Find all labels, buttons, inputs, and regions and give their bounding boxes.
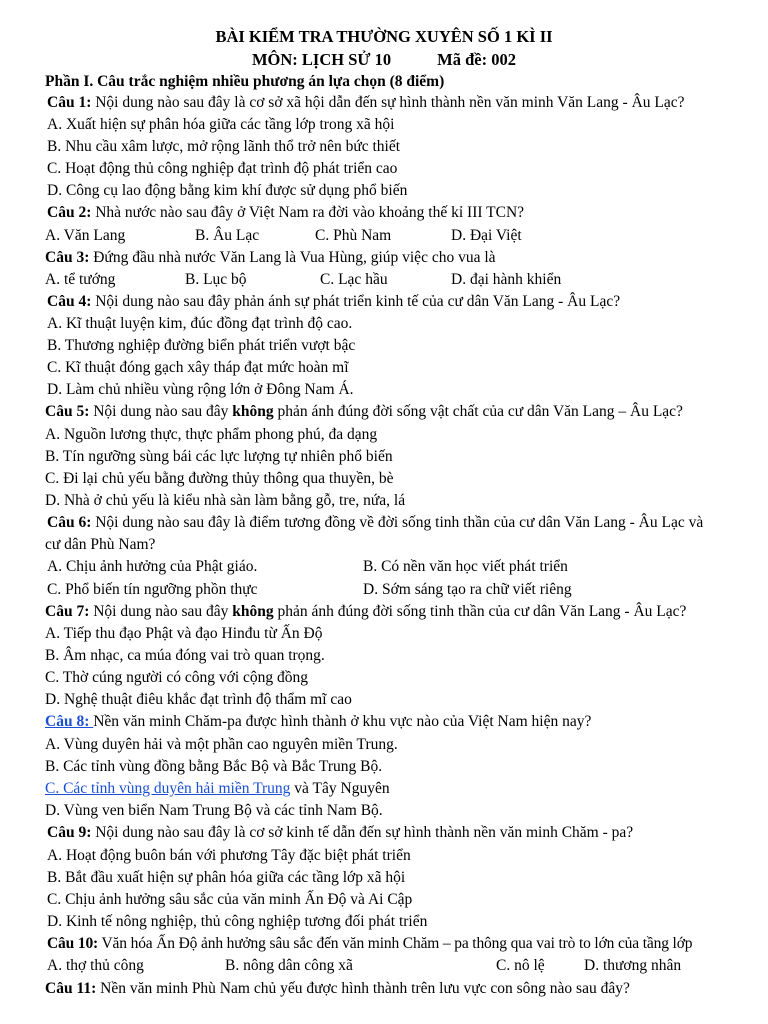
q2-option-b: B. Âu Lạc	[195, 227, 260, 244]
option-link[interactable]: C. Các tỉnh vùng duyên hải miền Trung	[45, 780, 291, 797]
q3-options	[0, 269, 768, 291]
question-text: Nền văn minh Chăm-pa được hình thành ở khu vực nào của Việt Nam hiện nay?	[93, 713, 592, 730]
q1-option-c: C. Hoạt động thủ công nghiệp đạt trình độ phát triển cao	[47, 160, 398, 177]
question-label: Câu 11:	[45, 980, 97, 997]
question-label: Câu 5:	[45, 403, 90, 420]
question-6-continued: cư dân Phù Nam?	[45, 536, 156, 553]
q10-option-c: C. nô lệ	[496, 957, 545, 974]
q8-option-b: B. Các tỉnh vùng đồng bằng Bắc Bộ và Bắc Trung Bộ.	[45, 758, 383, 775]
q8-option-c	[45, 778, 390, 800]
q1-option-b: B. Nhu cầu xâm lược, mở rộng lãnh thổ trở nên bức thiết	[47, 138, 401, 155]
q5-option-c: C. Đi lại chủ yếu bằng đường thủy thông qua thuyền, bè	[45, 470, 394, 487]
question-label: Câu 1:	[47, 94, 92, 111]
question-9	[47, 822, 633, 844]
question-text: Nội dung nào sau đây	[89, 603, 233, 620]
q10-option-b: B. nông dân công xã	[225, 957, 353, 974]
q1-option-a: A. Xuất hiện sự phân hóa giữa các tầng lớp trong xã hội	[47, 116, 395, 133]
q2-options	[0, 225, 768, 247]
question-text: Nội dung nào sau đây phản ánh sự phát triển kinh tế của cư dân Văn Lang - Âu Lạc?	[91, 293, 621, 310]
q4-option-a: A. Kĩ thuật luyện kim, đúc đồng đạt trình độ cao.	[47, 315, 353, 332]
q7-option-a: A. Tiếp thu đạo Phật và đạo Hinđu từ Ấn Độ	[45, 625, 323, 642]
question-label: Câu 7:	[45, 603, 90, 620]
q9-option-b: B. Bắt đầu xuất hiện sự phân hóa giữa các tầng lớp xã hội	[47, 869, 406, 886]
q8-option-d: D. Vùng ven biển Nam Trung Bộ và các tỉnh Nam Bộ.	[45, 802, 383, 819]
question-text: Văn hóa Ấn Độ ảnh hưởng sâu sắc đến văn minh Chăm – pa thông qua vai trò to lớn của tầng lớp	[98, 935, 693, 952]
q10-options	[0, 955, 768, 977]
section-title: Phần I. Câu trắc nghiệm nhiều phương án lựa chọn (8 điểm)	[45, 73, 445, 90]
question-4	[47, 291, 620, 313]
q6-option-c: C. Phổ biến tín ngưỡng phồn thực	[47, 581, 258, 598]
q2-option-c: C. Phù Nam	[315, 227, 392, 244]
q9-option-c: C. Chịu ảnh hưởng sâu sắc của văn minh Ấn Độ và Ai Cập	[47, 891, 413, 908]
q2-option-d: D. Đại Việt	[451, 227, 522, 244]
q5-option-d: D. Nhà ở chủ yếu là kiểu nhà sàn làm bằng gỗ, tre, nứa, lá	[45, 492, 406, 509]
q7-option-b: B. Âm nhạc, ca múa đóng vai trò quan trọng.	[45, 647, 325, 664]
question-label: Câu 10:	[47, 935, 99, 952]
q9-option-d: D. Kinh tế nông nghiệp, thủ công nghiệp tương đối phát triển	[47, 913, 428, 930]
q3-option-a: A. tể tướng	[45, 271, 116, 288]
emphasis-not: không	[232, 403, 274, 420]
exam-title: BÀI KIỂM TRA THƯỜNG XUYÊN SỐ 1 KÌ II	[215, 27, 553, 46]
emphasis-not: không	[232, 603, 274, 620]
q7-option-c: C. Thờ cúng người có công với cộng đồng	[45, 669, 309, 686]
question-10	[47, 933, 692, 955]
q8-option-a: A. Vùng duyên hải và một phần cao nguyên miền Trung.	[45, 736, 398, 753]
option-text: và Tây Nguyên	[290, 780, 390, 797]
question-text: Nội dung nào sau đây	[89, 403, 233, 420]
q4-option-c: C. Kĩ thuật đóng gạch xây tháp đạt mức hoàn mĩ	[47, 359, 349, 376]
subject-label: MÔN: LỊCH SỬ 10	[251, 50, 392, 69]
question-text: Đứng đầu nhà nước Văn Lang là Vua Hùng, giúp việc cho vua là	[89, 249, 496, 266]
q4-option-b: B. Thương nghiệp đường biển phát triển vượt bậc	[47, 337, 356, 354]
q6-options-ab	[0, 556, 768, 578]
question-2	[47, 202, 524, 224]
question-label: Câu 3:	[45, 249, 90, 266]
question-text: Nội dung nào sau đây là điểm tương đồng về đời sống tinh thần của cư dân Văn Lang - Âu Lạc và	[91, 514, 704, 531]
question-1	[47, 92, 685, 114]
question-text: phản ánh đúng đời sống vật chất của cư dân Văn Lang – Âu Lạc?	[273, 403, 683, 420]
question-text: Nhà nước nào sau đây ở Việt Nam ra đời vào khoảng thế kỉ III TCN?	[91, 204, 525, 221]
question-text: Nội dung nào sau đây là cơ sở xã hội dẫn đến sự hình thành nền văn minh Văn Lang - Âu Lạc?	[91, 94, 685, 111]
question-11	[45, 978, 630, 1000]
question-label: Câu 9:	[47, 824, 92, 841]
question-label-link[interactable]: Câu 8:	[45, 713, 94, 730]
q3-option-d: D. đại hành khiển	[451, 271, 562, 288]
q1-option-d: D. Công cụ lao động bằng kim khí được sử dụng phổ biến	[47, 182, 408, 199]
question-label: Câu 4:	[47, 293, 92, 310]
q3-option-b: B. Lục bộ	[185, 271, 247, 288]
q4-option-d: D. Làm chủ nhiều vùng rộng lớn ở Đông Nam Á.	[47, 381, 354, 398]
exam-subtitle	[0, 50, 768, 70]
q9-option-a: A. Hoạt động buôn bán với phương Tây đặc biệt phát triển	[47, 847, 411, 864]
q5-option-a: A. Nguồn lương thực, thực phẩm phong phú, đa dạng	[45, 426, 378, 443]
question-6	[47, 512, 703, 534]
question-5	[45, 401, 683, 423]
question-7	[45, 601, 686, 623]
question-label: Câu 6:	[47, 514, 92, 531]
question-text: Nội dung nào sau đây là cơ sở kinh tế dẫn đến sự hình thành nền văn minh Chăm - pa?	[91, 824, 634, 841]
q2-option-a: A. Văn Lang	[45, 227, 126, 244]
q7-option-d: D. Nghệ thuật điêu khắc đạt trình độ thẩm mĩ cao	[45, 691, 352, 708]
question-label: Câu 2:	[47, 204, 92, 221]
q6-option-a: A. Chịu ảnh hưởng của Phật giáo.	[47, 558, 258, 575]
q10-option-a: A. thợ thủ công	[47, 957, 144, 974]
question-text: Nền văn minh Phù Nam chủ yếu được hình thành trên lưu vực con sông nào sau đây?	[96, 980, 630, 997]
q3-option-c: C. Lạc hầu	[320, 271, 388, 288]
q6-option-b: B. Có nền văn học viết phát triển	[363, 558, 568, 575]
q10-option-d: D. thương nhân	[584, 957, 682, 974]
q5-option-b: B. Tín ngưỡng sùng bái các lực lượng tự nhiên phổ biến	[45, 448, 393, 465]
question-8	[45, 711, 591, 733]
question-text: phản ánh đúng đời sống tinh thần của cư dân Văn Lang - Âu Lạc?	[273, 603, 687, 620]
q6-options-cd	[0, 579, 768, 601]
exam-code: Mã đề: 002	[437, 50, 516, 69]
q6-option-d: D. Sớm sáng tạo ra chữ viết riêng	[363, 581, 572, 598]
question-3	[45, 247, 496, 269]
